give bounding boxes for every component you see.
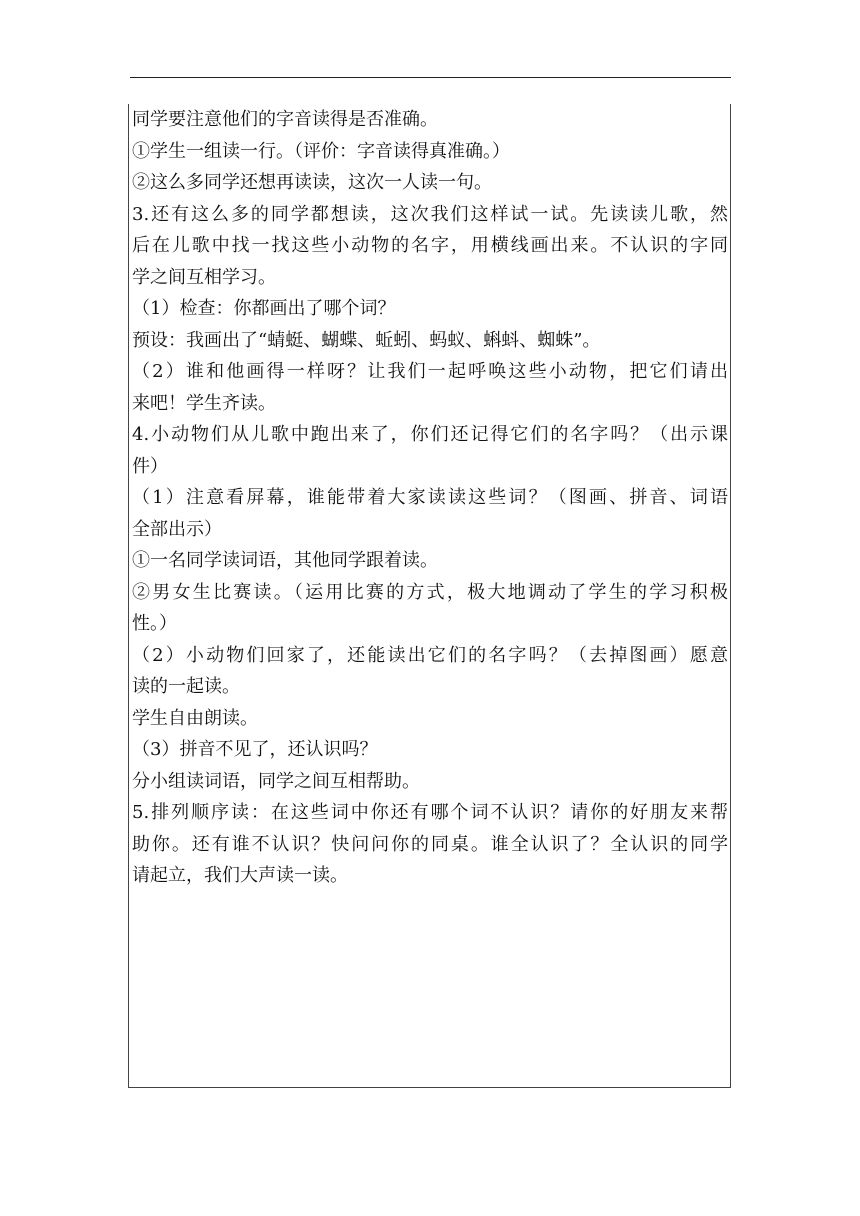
text-line: 学生自由朗读。 bbox=[132, 707, 258, 729]
lesson-table-cell bbox=[128, 104, 731, 1088]
text-line: ①学生一组读一行。（评价：字音读得真准确。） bbox=[132, 140, 510, 162]
text-line: ②男女生比赛读。（运用比赛的方式，极大地调动了学生的学习积极 bbox=[132, 581, 728, 603]
text-line: 3.还有这么多的同学都想读，这次我们这样试一试。先读读儿歌，然 bbox=[132, 203, 728, 225]
text-line: ①一名同学读词语，其他同学跟着读。 bbox=[132, 550, 438, 571]
text-line: 件） bbox=[132, 455, 168, 477]
text-line: 全部出示） bbox=[132, 518, 222, 540]
text-line: （2）谁和他画得一样呀？让我们一起呼唤这些小动物，把它们请出 bbox=[132, 361, 728, 382]
text-line: （1）检查：你都画出了哪个词？ bbox=[132, 298, 396, 319]
text-line: 同学要注意他们的字音读得是否准确。 bbox=[132, 109, 438, 130]
text-line: 分小组读词语，同学之间互相帮助。 bbox=[132, 770, 420, 792]
text-line: 读的一起读。 bbox=[132, 676, 240, 697]
text-line: （1）注意看屏幕，谁能带着大家读读这些词？（图画、拼音、词语 bbox=[132, 487, 728, 508]
page-header-rule bbox=[130, 77, 731, 78]
text-line: 请起立，我们大声读一读。 bbox=[132, 865, 348, 886]
text-line: 预设：我画出了“蜻蜓、蝴蝶、蚯蚓、蚂蚁、蝌蚪、蜘蛛”。 bbox=[132, 329, 601, 351]
text-line: 来吧！学生齐读。 bbox=[132, 392, 276, 414]
text-line: 4.小动物们从儿歌中跑出来了，你们还记得它们的名字吗？（出示课 bbox=[132, 424, 728, 445]
lesson-text-lines bbox=[132, 104, 728, 892]
text-line: ②这么多同学还想再读读，这次一人读一句。 bbox=[132, 172, 492, 193]
text-line: 助你。还有谁不认识？快问问你的同桌。谁全认识了？全认识的同学 bbox=[132, 833, 728, 855]
text-line: 后在儿歌中找一找这些小动物的名字，用横线画出来。不认识的字同 bbox=[132, 235, 728, 256]
text-line: 学之间互相学习。 bbox=[132, 266, 276, 288]
text-line: （3）拼音不见了，还认识吗？ bbox=[132, 739, 378, 760]
text-line: （2）小动物们回家了，还能读出它们的名字吗？（去掉图画）愿意 bbox=[132, 644, 728, 666]
text-line: 性。） bbox=[132, 613, 177, 634]
text-line: 5.排列顺序读：在这些词中你还有哪个词不认识？请你的好朋友来帮 bbox=[132, 802, 728, 823]
